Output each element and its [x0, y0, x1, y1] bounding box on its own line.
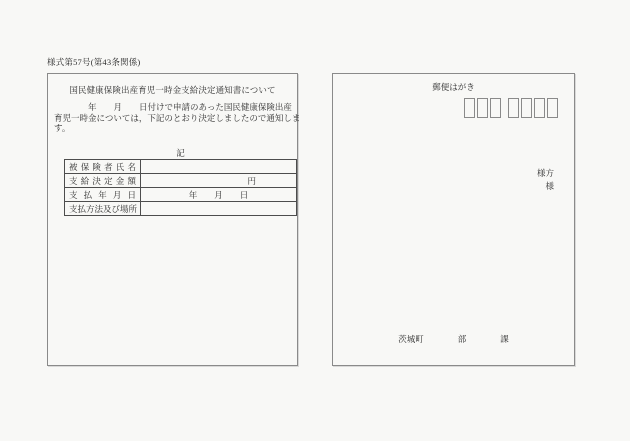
row-value-payment-date: 年 月 日 — [141, 188, 297, 202]
row-value-insured-name — [141, 160, 297, 174]
postcard-header: 郵便はがき — [432, 82, 475, 92]
row-label-payment-amount: 支給決定金額 — [65, 174, 141, 188]
row-value-payment-amount: 円 — [141, 174, 297, 188]
postal-code-box — [521, 98, 532, 118]
row-label-payment-date: 支払年月日 — [65, 188, 141, 202]
addressee-block — [537, 167, 554, 193]
sender-line: 茨城町 部 課 — [398, 334, 509, 344]
notice-body-line: す。 — [54, 123, 71, 133]
table-row — [65, 188, 297, 202]
addressee-honorific: 様 — [545, 181, 554, 191]
notice-body — [54, 102, 301, 134]
notice-table — [64, 159, 297, 216]
notice-body-line: 育児一時金については，下記のとおり決定しましたので通知しま — [54, 112, 301, 123]
postal-code-boxes — [464, 98, 558, 118]
postcard — [332, 73, 575, 366]
row-label-insured-name: 被保険者氏名 — [65, 160, 141, 174]
row-label-payment-method: 支払方法及び場所 — [65, 202, 141, 216]
postal-code-box — [477, 98, 488, 118]
record-marker: 記 — [176, 148, 185, 158]
table-row — [65, 174, 297, 188]
notice-title: 国民健康保険出産育児一時金支給決定通知書について — [69, 85, 276, 95]
postal-code-box — [490, 98, 501, 118]
table-row — [65, 160, 297, 174]
postal-code-box — [508, 98, 519, 118]
postal-code-box — [547, 98, 558, 118]
form-number-label: 様式第57号(第43条関係) — [47, 57, 141, 67]
postal-code-box — [534, 98, 545, 118]
addressee-care-of: 様方 — [536, 168, 554, 178]
notice-document — [47, 73, 301, 366]
table-row — [65, 202, 297, 216]
row-value-payment-method — [141, 202, 297, 216]
notice-body-line: 年 月 日付けで申請のあった国民健康保険出産 — [54, 102, 292, 112]
postal-code-box — [464, 98, 475, 118]
